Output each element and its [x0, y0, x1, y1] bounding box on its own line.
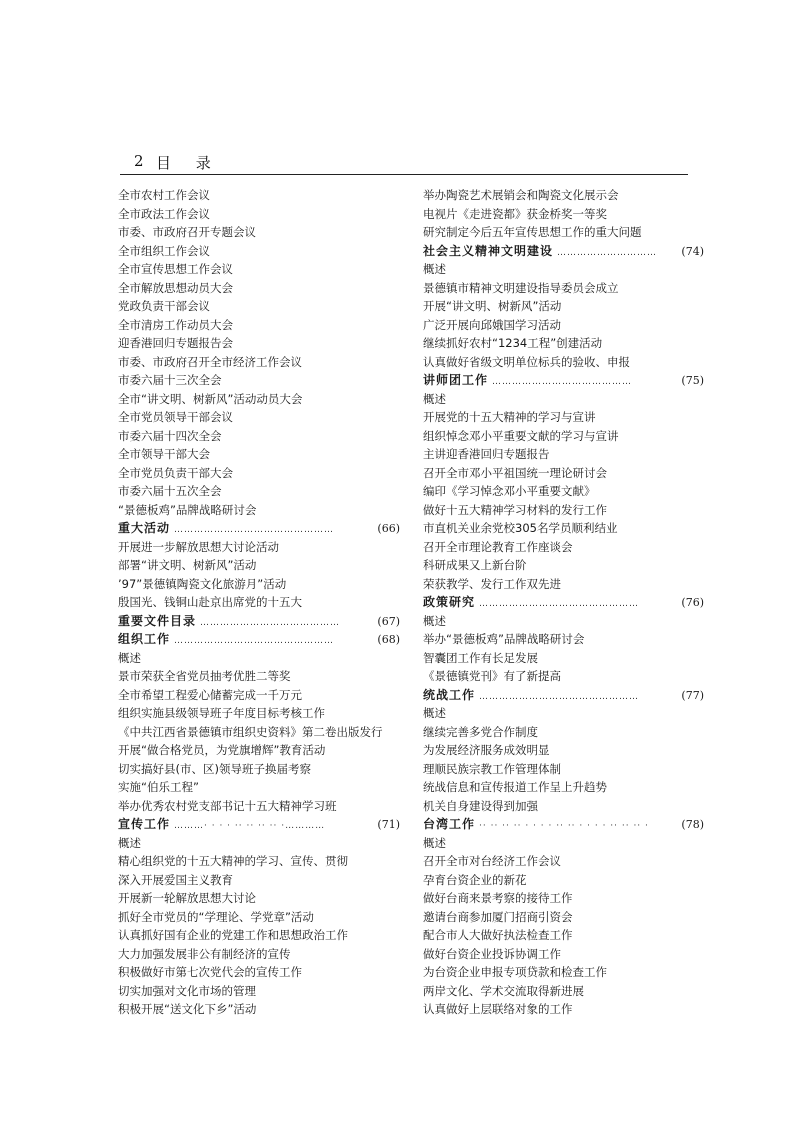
toc-entry: 召开全市对台经济工作会议 [423, 854, 561, 868]
page-number: 2 [134, 152, 144, 170]
toc-entry: 全市“讲文明、树新风”活动动员大会 [118, 391, 303, 406]
toc-entry: 迎香港回归专题报告会 [118, 336, 233, 350]
toc-entry: 组织悼念邓小平重要文献的学习与宣讲 [423, 428, 619, 443]
toc-entry: 两岸文化、学术交流取得新进展 [423, 983, 584, 998]
section-page-number: (76) [681, 596, 704, 609]
toc-entry: 《中共江西省景德镇市组织史资料》第二卷出版发行 [118, 724, 383, 739]
toc-entry: 举办优秀农村党支部书记十五大精神学习班 [118, 798, 337, 813]
toc-entry: 开展“讲文明、树新风”活动 [423, 299, 562, 313]
toc-section-heading [423, 815, 704, 834]
section-title: 社会主义精神文明建设 [423, 243, 554, 258]
leader-dots: ………………………………………… [479, 691, 640, 702]
leader-dots: …………………………………… [200, 617, 341, 628]
section-page-number: (75) [681, 374, 704, 387]
toc-entry: 大力加强发展非公有制经济的宣传 [118, 946, 291, 961]
toc-section-heading [118, 612, 400, 631]
toc-entry: 概述 [118, 835, 141, 850]
toc-entry: 全市农村工作会议 [118, 188, 210, 202]
toc-entry: “景德板鸡”品牌战略研讨会 [118, 502, 257, 517]
toc-section-heading [423, 371, 704, 390]
page-header [120, 152, 688, 172]
toc-section-heading [423, 242, 704, 261]
toc-entry: 机关自身建设得到加强 [423, 798, 538, 813]
toc-entry: 组织实施县级领导班子年度目标考核工作 [118, 706, 325, 720]
toc-entry: 全市党员负责干部大会 [118, 465, 233, 480]
toc-entry: ’97”景德镇陶瓷文化旅游月”活动 [118, 576, 287, 591]
toc-entry: 广泛开展向邱娥国学习活动 [423, 317, 561, 332]
section-title: 讲师团工作 [423, 373, 489, 387]
toc-entry: 召开全市邓小平祖国统一理论研讨会 [423, 465, 607, 480]
leader-dots: ………………………………………… [174, 636, 335, 646]
toc-entry: 概述 [118, 650, 141, 665]
header-rule [120, 174, 688, 175]
page-title: 目 录 [156, 154, 221, 172]
toc-entry: 做好十五大精神学习材料的发行工作 [423, 502, 607, 517]
toc-entry: 市委六届十三次全会 [118, 373, 222, 387]
toc-entry: 市直机关业余党校305名学员顺利结业 [423, 521, 618, 535]
section-title: 宣传工作 [118, 817, 171, 831]
section-page-number: (77) [681, 688, 704, 702]
toc-entry: 邀请台商参加厦门招商引资会 [423, 909, 573, 924]
section-page-number: (74) [681, 244, 704, 258]
section-page-number: (68) [377, 633, 400, 646]
leader-dots: ………· · · · ·· ·· ·· ·· ·………… [174, 821, 326, 831]
toc-entry: 智囊团工作有长足发展 [423, 650, 538, 665]
section-page-number: (71) [377, 818, 400, 831]
toc-entry: 全市解放思想动员大会 [118, 280, 233, 295]
section-title: 统战工作 [423, 687, 476, 702]
toc-entry: 抓好全市党员的“学理论、学党章”活动 [118, 909, 314, 924]
section-page-number: (67) [377, 614, 400, 628]
toc-entry: 概述 [423, 835, 446, 850]
toc-section-heading [423, 686, 704, 705]
toc-entry: 切实加强对文化市场的管理 [118, 983, 256, 998]
toc-entry: 孕育台资企业的新花 [423, 872, 527, 887]
toc-entry: 全市政法工作会议 [118, 206, 210, 221]
toc-entry: 深入开展爱国主义教育 [118, 872, 233, 887]
toc-entry: 市委六届十五次全会 [118, 484, 222, 498]
leader-dots: ………………………… [557, 247, 658, 258]
toc-entry: 开展“做合格党员，为党旗增辉”教育活动 [118, 743, 326, 757]
leader-dots: ·· ·· ·· ·· · · · · ·· ·· · · · · ·· ·· ·· · [479, 821, 649, 831]
toc-entry: 积极做好市第七次党代会的宣传工作 [118, 965, 302, 979]
toc-left-column [118, 186, 400, 1019]
toc-entry: 举办陶瓷艺术展销会和陶瓷文化展示会 [423, 188, 619, 202]
toc-entry: 做好台资企业投诉协调工作 [423, 946, 561, 961]
toc-entry: 主讲迎香港回归专题报告 [423, 447, 550, 461]
section-title: 政策研究 [423, 595, 476, 609]
toc-section-heading [118, 630, 400, 649]
toc-entry: 全市希望工程爱心储蓄完成一千万元 [118, 687, 302, 702]
toc-entry: 开展党的十五大精神的学习与宣讲 [423, 410, 596, 424]
toc-entry: 配合市人大做好执法检查工作 [423, 928, 573, 942]
toc-section-heading [118, 519, 400, 538]
toc-entry: 开展新一轮解放思想大讨论 [118, 891, 256, 905]
toc-entry: 科研成果又上新台阶 [423, 558, 527, 572]
toc-entry: 概述 [423, 391, 446, 406]
toc-entry: 市委、市政府召开专题会议 [118, 225, 256, 239]
toc-entry: 部署“讲文明、树新风”活动 [118, 558, 257, 572]
toc-entry: 认真做好省级文明单位标兵的验收、申报 [423, 354, 630, 369]
toc-entry: 《景德镇党刊》有了新提高 [423, 669, 561, 683]
toc-entry: 概述 [423, 262, 446, 276]
toc-entry: 全市党员领导干部会议 [118, 410, 233, 424]
toc-entry: 继续抓好农村“1234工程”创建活动 [423, 336, 603, 350]
section-title: 台湾工作 [423, 817, 476, 831]
toc-entry: 认真抓好国有企业的党建工作和思想政治工作 [118, 928, 348, 942]
toc-entry: 理顺民族宗教工作管理体制 [423, 761, 561, 776]
toc-entry: 切实搞好县(市、区)领导班子换届考察 [118, 761, 311, 776]
toc-entry: 为发展经济服务成效明显 [423, 743, 550, 757]
leader-dots: ………………………………………… [479, 599, 640, 609]
section-title: 重大活动 [118, 521, 171, 535]
toc-entry: 开展进一步解放思想大讨论活动 [118, 539, 279, 554]
toc-entry: 编印《学习悼念邓小平重要文献》 [423, 484, 596, 498]
toc-section-heading [423, 593, 704, 612]
toc-entry: 景德镇市精神文明建设指导委员会成立 [423, 280, 619, 295]
toc-entry: 为台资企业申报专项贷款和检查工作 [423, 965, 607, 979]
toc-entry: 荣获教学、发行工作双先进 [423, 576, 561, 591]
toc-entry: 概述 [423, 613, 446, 628]
leader-dots: ………………………………………… [174, 525, 335, 535]
toc-section-heading [118, 815, 400, 834]
toc-entry: 统战信息和宣传报道工作呈上升趋势 [423, 780, 607, 794]
section-title: 组织工作 [118, 632, 171, 646]
toc-entry: 积极开展“送文化下乡”活动 [118, 1002, 257, 1016]
toc-entry: 景市荣获全省党员抽考优胜二等奖 [118, 669, 291, 683]
toc-entry: 党政负责干部会议 [118, 299, 210, 313]
leader-dots: …………………………………… [492, 377, 633, 387]
toc-entry: 举办“景德板鸡”品牌战略研讨会 [423, 632, 585, 646]
toc-entry: 电视片《走进瓷都》获金桥奖一等奖 [423, 206, 607, 221]
toc-entry: 全市宣传思想工作会议 [118, 262, 233, 276]
toc-entry: 全市领导干部大会 [118, 447, 210, 461]
toc-entry: 全市清房工作动员大会 [118, 317, 233, 332]
section-page-number: (66) [377, 522, 400, 535]
section-title: 重要文件目录 [118, 613, 197, 628]
toc-entry: 召开全市理论教育工作座谈会 [423, 539, 573, 554]
section-page-number: (78) [681, 818, 704, 831]
toc-entry: 精心组织党的十五大精神的学习、宣传、贯彻 [118, 854, 348, 868]
toc-entry: 市委、市政府召开全市经济工作会议 [118, 354, 302, 369]
toc-entry: 市委六届十四次全会 [118, 428, 222, 443]
toc-entry: 研究制定今后五年宣传思想工作的重大问题 [423, 225, 642, 239]
toc-entry: 继续完善多党合作制度 [423, 724, 538, 739]
toc-right-column [423, 186, 704, 1019]
toc-entry: 殷国光、钱铜山赴京出席党的十五大 [118, 595, 302, 609]
toc-entry: 认真做好上层联络对象的工作 [423, 1002, 573, 1016]
toc-entry: 实施“伯乐工程” [118, 780, 199, 794]
toc-entry: 全市组织工作会议 [118, 243, 210, 258]
toc-entry: 做好台商来景考察的接待工作 [423, 891, 573, 905]
toc-entry: 概述 [423, 706, 446, 720]
